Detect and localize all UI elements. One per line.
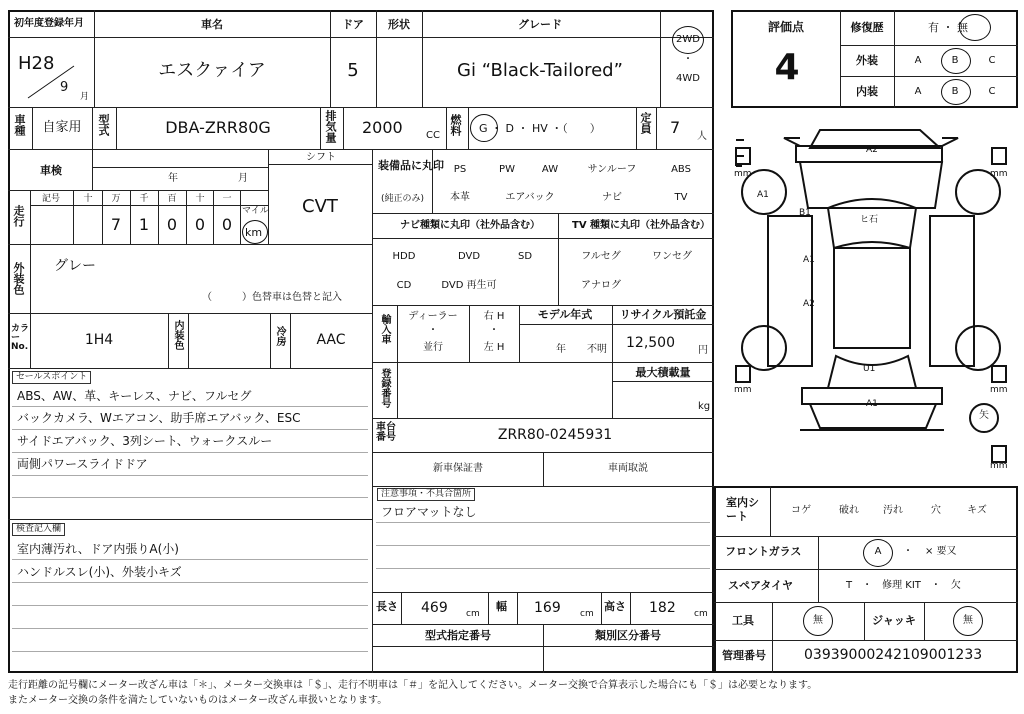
rule [770, 486, 771, 536]
import-right: 右 H [483, 311, 505, 322]
inspection-month: 月 [238, 173, 248, 184]
cm-unit: cm [580, 609, 594, 619]
capacity-label: 定員 [639, 112, 652, 134]
damage-mark: A1 [803, 255, 815, 265]
rule [372, 305, 714, 306]
equip-option: ABS [671, 164, 691, 175]
rule [558, 213, 559, 305]
rule [519, 305, 520, 362]
rule [519, 324, 714, 325]
model-year-unit: 年 [556, 344, 566, 355]
exterior-label: 外装色 [12, 262, 25, 295]
sales-line: 両側パワースライドドア [17, 457, 148, 471]
door-count: 5 [347, 60, 359, 81]
rule [8, 313, 372, 314]
rule [12, 452, 368, 453]
length-label: 長さ [376, 600, 398, 613]
rule [30, 313, 31, 368]
mileage-digit: 1 [138, 215, 150, 234]
equip-option: TV [674, 192, 688, 203]
rule [840, 10, 841, 108]
mgmt-label: 管理番号 [722, 649, 766, 662]
new-warranty: 新車保証書 [433, 463, 483, 474]
sales-line: ABS、AW、革、キーレス、ナビ、フルセグ [17, 389, 252, 403]
rule [488, 592, 489, 624]
navi-option: CD [396, 280, 412, 291]
drive-dot: ・ [683, 54, 693, 65]
mgmt-value: 03939000242109001233 [804, 647, 983, 663]
yen-unit: 円 [698, 345, 708, 356]
tv-label: TV 種類に丸印（社外品含む） [572, 220, 711, 231]
damage-mark: B1 [799, 208, 811, 218]
digit-unit: 十 [195, 194, 205, 204]
equip-option: エアバック [505, 192, 555, 203]
rule [92, 167, 268, 168]
digit-unit: 十 [83, 194, 93, 204]
grade-value: Gi “Black-Tailored” [457, 60, 623, 81]
scale-c: C [988, 86, 996, 97]
capacity-value: 7 [670, 118, 681, 137]
rule [446, 107, 447, 149]
rule [376, 568, 710, 569]
import-left: 左 H [483, 342, 505, 353]
mileage-digit: 0 [194, 215, 206, 234]
repair-circle [959, 14, 991, 41]
damage-mark: A2 [803, 299, 815, 309]
tv-option: ワンセグ [652, 251, 692, 262]
grade-label: 評価点 [767, 20, 805, 34]
vehicle-manual: 車両取説 [608, 463, 648, 474]
rule [8, 149, 714, 150]
rule [660, 10, 661, 107]
fuel-label: 燃料 [449, 114, 462, 136]
rule [268, 164, 372, 165]
jack-label: ジャッキ [872, 614, 916, 627]
tools-value: 無 [813, 615, 823, 626]
rule [343, 107, 344, 149]
rule [188, 313, 189, 368]
cm-unit: cm [466, 609, 480, 619]
equip-option: 本革 [450, 192, 470, 203]
mm-unit: mm [734, 385, 752, 395]
rule [376, 545, 710, 546]
scale-a: A [914, 55, 922, 66]
ext-label: 外装 [856, 54, 878, 67]
door-label: ドア [342, 18, 364, 31]
scale-b: B [951, 55, 959, 66]
rule [714, 569, 1018, 570]
equip-option: サンルーフ [587, 164, 637, 175]
rule [372, 418, 714, 419]
notes-value: フロアマットなし [381, 505, 477, 519]
mileage-digit: 0 [166, 215, 178, 234]
rule [772, 602, 773, 673]
displacement-value: 2000 [362, 118, 403, 137]
length-value: 469 [421, 600, 448, 616]
color-no-label: カラーNo. [11, 324, 30, 352]
scale-a: A [914, 86, 922, 97]
tv-option: フルセグ [581, 251, 621, 262]
displacement-label: 排気量 [324, 110, 337, 143]
recycle-value: 12,500 [626, 335, 675, 351]
reg-month: 9 [60, 80, 69, 95]
rule [372, 646, 714, 647]
drive-4wd: 4WD [676, 73, 700, 84]
jack-value: 無 [963, 615, 973, 626]
rule [12, 497, 368, 498]
rule [372, 592, 714, 593]
max-load-label: 最大積載量 [635, 366, 691, 379]
sales-line: サイドエアバック、3列シート、ウォークスルー [17, 434, 273, 448]
equip-option: ナビ [602, 192, 622, 203]
rule [116, 107, 117, 149]
interior-option: キズ [967, 505, 987, 516]
inspect-tag: 検査記入欄 [12, 523, 65, 536]
rule [8, 37, 714, 38]
reg-label: 登録番号 [379, 368, 390, 408]
rule [840, 45, 1018, 46]
mm-unit: mm [990, 169, 1008, 179]
rule [924, 602, 925, 640]
chassis-label: 車台番号 [376, 422, 396, 443]
rule [8, 368, 372, 369]
spare-options: T ・ 修理 KIT ・ 欠 [846, 580, 961, 591]
recycle-label: リサイクル預託金 [619, 308, 707, 321]
mm-unit: mm [990, 461, 1008, 471]
rule [30, 244, 31, 313]
rule [517, 592, 518, 624]
slash-divider [20, 62, 80, 102]
digit-unit: 一 [222, 194, 232, 204]
tv-option: アナログ [581, 280, 621, 291]
inspect-line: 室内薄汚れ、ドア内張りA(小) [17, 542, 179, 556]
rule [422, 10, 423, 107]
cc-unit: CC [426, 130, 440, 141]
rule [12, 559, 368, 560]
model-year-label: モデル年式 [537, 308, 593, 321]
sales-line: バックカメラ、Wエアコン、助手席エアバック、ESC [17, 411, 301, 425]
model-year-unknown: 不明 [587, 344, 607, 355]
rule [372, 362, 714, 363]
drive-2wd: 2WD [676, 34, 700, 45]
footer-note: またメーター交換の条件を満たしていないものはメーター改ざん車扱いとなります。 [8, 695, 388, 706]
exterior-value: グレー [54, 258, 96, 274]
exterior-note: （ ）色替車は色替と記入 [202, 292, 342, 303]
inspection-year: 年 [168, 173, 178, 184]
rule [8, 107, 714, 108]
inspection-label: 車検 [40, 164, 62, 177]
glass-a: A [874, 546, 882, 557]
rule [12, 429, 368, 430]
interior-option: 汚れ [883, 505, 903, 516]
damage-mark: A2 [866, 145, 878, 155]
footer-note: 走行距離の記号欄にメーター改ざん車は「＊」、メーター交換車は「＄」、走行不明車は「＃」を記入してください。メーター交換で合算表示した場合にも「＄」は必要となります。 [8, 680, 818, 691]
rule [864, 602, 865, 640]
rule [543, 452, 544, 486]
rule [30, 190, 31, 244]
rule [130, 190, 131, 244]
ext-grade-circle [941, 48, 971, 74]
mm-unit: mm [734, 169, 752, 179]
type-label: 型式指定番号 [425, 629, 491, 642]
digit-unit: 万 [111, 194, 121, 204]
rule [372, 213, 714, 214]
class-label: 類別区分番号 [595, 629, 661, 642]
glass-label: フロントガラス [725, 545, 802, 558]
interior-option: 穴 [931, 505, 941, 516]
kg-unit: kg [698, 401, 711, 412]
damage-mark: A1 [757, 190, 769, 200]
color-no-value: 1H4 [84, 332, 114, 348]
rule [8, 519, 372, 520]
damage-mark: A1 [866, 399, 878, 409]
model-label: 型式 [97, 114, 110, 136]
rule [94, 10, 95, 107]
rule [92, 107, 93, 149]
rule [630, 592, 631, 624]
import-parallel: 並行 [423, 342, 443, 353]
rule [8, 190, 268, 191]
equip-label: 装備品に丸印 [378, 159, 444, 172]
car-name-label: 車名 [201, 18, 223, 31]
usage-value: 自家用 [42, 120, 82, 135]
repair-value: 有 ・ 無 [928, 21, 968, 34]
rule [656, 107, 657, 149]
rule [186, 190, 187, 244]
cm-unit: cm [694, 609, 708, 619]
equip-option: PS [453, 164, 467, 175]
rule [401, 592, 402, 624]
rule [601, 592, 602, 624]
rule [12, 582, 368, 583]
grade-label: グレード [518, 18, 562, 31]
import-dot: ・ [489, 325, 499, 336]
rule [372, 238, 714, 239]
month-unit: 月 [80, 92, 90, 102]
navi-option: HDD [392, 251, 416, 262]
scale-b: B [951, 86, 959, 97]
scale-c: C [988, 55, 996, 66]
mileage-digit: 7 [110, 215, 122, 234]
glass-need: × 要又 [925, 546, 957, 557]
interior-option: 破れ [839, 505, 859, 516]
width-value: 169 [534, 600, 561, 616]
rule [612, 381, 714, 382]
mileage-digit: 0 [221, 215, 233, 234]
rule [469, 305, 470, 362]
persons-unit: 人 [697, 131, 707, 142]
navi-option: SD [517, 251, 533, 262]
equip-sub: (純正のみ) [381, 194, 425, 204]
rule [894, 10, 895, 108]
rule [290, 313, 291, 368]
repair-label: 修復歴 [850, 21, 884, 34]
rule [714, 602, 1018, 603]
car-name: エスクァイア [158, 60, 266, 81]
import-dot: ・ [428, 325, 438, 336]
rule [12, 406, 368, 407]
tools-label: 工具 [732, 614, 754, 627]
car-damage-diagram [730, 118, 1018, 483]
spare-label: スペアタイヤ [728, 579, 794, 592]
rule [92, 149, 93, 190]
navi-option: DVD 再生可 [441, 280, 497, 291]
navi-option: DVD [457, 251, 481, 262]
height-label: 高さ [604, 600, 626, 613]
rule [636, 107, 637, 149]
mile-unit: マイル [242, 206, 269, 216]
model-value: DBA-ZRR80G [165, 118, 271, 137]
rule [468, 107, 469, 149]
reg-year: H28 [18, 53, 55, 74]
rule [330, 10, 331, 107]
import-dealer: ディーラー [408, 311, 458, 322]
mileage-label: 走行 [12, 205, 25, 227]
interior-color-label: 内装色 [172, 320, 183, 350]
int-grade-circle [941, 79, 971, 105]
grade-score: 4 [774, 47, 800, 88]
usage-label: 車種 [13, 114, 26, 136]
rule [320, 107, 321, 149]
shape-label: 形状 [388, 18, 410, 31]
int-label: 内装 [856, 85, 878, 98]
rule [840, 76, 1018, 77]
rule [30, 205, 268, 206]
rule [32, 107, 33, 149]
shift-value: CVT [302, 196, 338, 217]
rule [12, 651, 368, 652]
interior-seat-label: 室内シート [726, 496, 759, 524]
mm-unit: mm [990, 385, 1008, 395]
rule [158, 190, 159, 244]
rule [213, 190, 214, 244]
rule [12, 475, 368, 476]
interior-option: コゲ [791, 505, 811, 516]
width-label: 幅 [496, 600, 507, 613]
navi-label: ナビ種類に丸印（社外品含む） [400, 220, 540, 231]
rule [543, 624, 544, 673]
rule [270, 313, 271, 368]
chassis-value: ZRR80-0245931 [497, 427, 613, 443]
rule [73, 190, 74, 244]
damage-mark: ヒ石 [860, 215, 879, 225]
rule [240, 190, 241, 244]
fuel-options: G ・ D ・ HV ・（ ） [479, 122, 601, 135]
rule [12, 605, 368, 606]
rule [102, 190, 103, 244]
height-value: 182 [649, 600, 676, 616]
rule [12, 628, 368, 629]
reg-year-label: 初年度登録年月 [14, 18, 84, 29]
rule [714, 536, 1018, 537]
ac-label: 冷房 [274, 326, 285, 346]
import-label: 輸入車 [379, 314, 390, 344]
shift-label: シフト [306, 152, 336, 163]
km-unit: km [245, 226, 263, 239]
equip-option: AW [541, 164, 559, 175]
glass-dot: ・ [903, 546, 913, 557]
inspect-line: ハンドルスレ(小)、外装小キズ [17, 565, 182, 579]
digit-unit: 百 [167, 194, 177, 204]
ac-value: AAC [316, 332, 346, 348]
damage-mark: 矢 [979, 410, 989, 421]
rule [376, 10, 377, 107]
rule [168, 313, 169, 368]
sales-tag: セールスポイント [12, 371, 91, 384]
equip-option: PW [499, 164, 515, 175]
digit-unit: 千 [139, 194, 149, 204]
rule [376, 522, 710, 523]
damage-mark: U1 [863, 364, 876, 374]
rule [372, 486, 714, 487]
rule [714, 640, 1018, 641]
rule [8, 244, 372, 245]
notes-tag: 注意事項・不具合箇所 [377, 488, 475, 501]
mileage-sign-label: 記号 [42, 194, 61, 204]
rule [372, 149, 373, 673]
